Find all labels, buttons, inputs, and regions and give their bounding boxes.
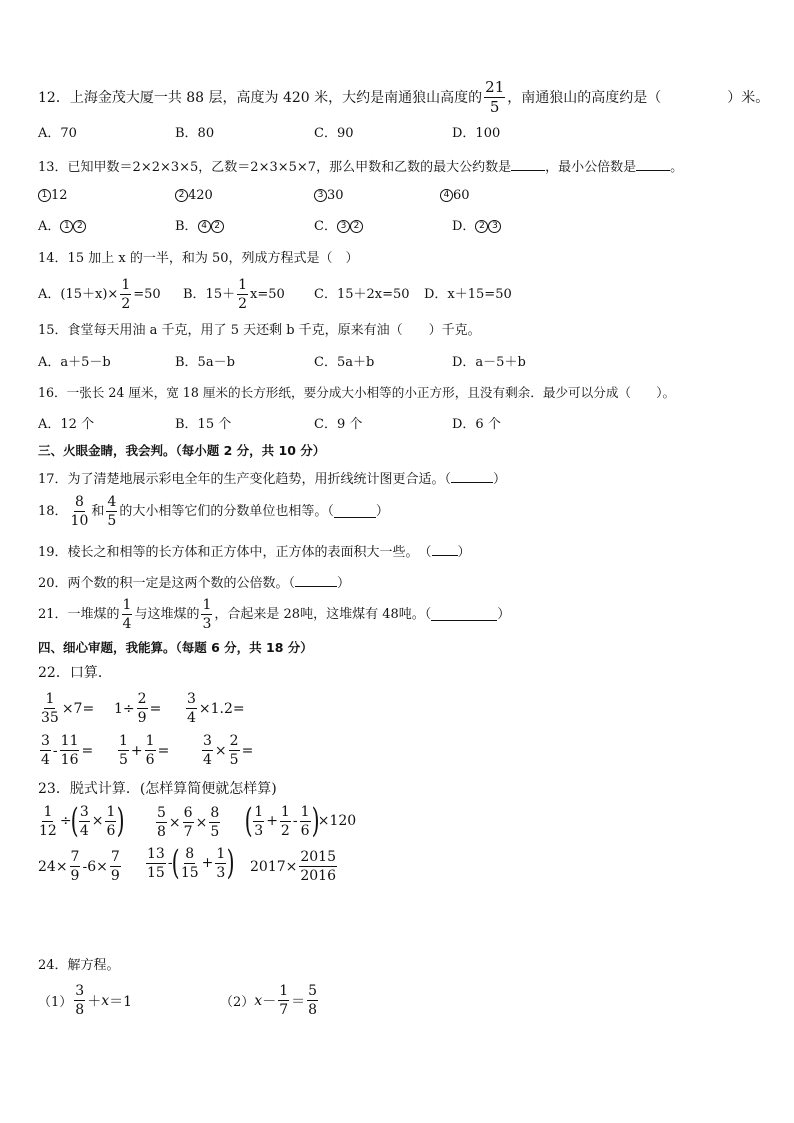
q13-option-c[interactable]: C． 3 2 [314,220,363,233]
q13-blank-lcm[interactable] [636,158,670,171]
q24-title: 24．解方程。 [38,958,120,973]
q23-title: 23．脱式计算．(怎样算简便就怎样算) [38,781,277,797]
q23-expr-1: $\frac{1}{12}$ ÷ ( $\frac{3}{4}$ × $\frac{1}{6}$ ) [39,801,126,841]
q16-stem: 16．一张长 24 厘米，宽 18 厘米的长方形纸，要分成大小相等的小正方形，且没有剩余．最少可以分成（ ）。 [38,385,676,400]
q22-expr-5: $\frac{1}{5}$ + $\frac{1}{6}$ = [119,733,170,768]
q21-answer-blank[interactable] [431,608,497,621]
q17-answer-blank[interactable] [451,470,493,483]
q15-option-d[interactable]: D．a－5＋b [452,355,526,370]
q13-choice-3: 3 30 [314,189,344,202]
q22-expr-3: $\frac{3}{4}$ ×1.2= [187,691,245,726]
q23-expr-4: 24× $\frac{7}{9}$ -6× $\frac{7}{9}$ [38,849,120,884]
q13-option-a[interactable]: A． 1 2 [38,220,86,233]
q23-expr-5: $\frac{13}{15}$ - ( $\frac{8}{15}$ + $\frac{1}{3}$ ) [147,843,235,883]
q22-expr-2: 1÷ $\frac{2}{9}$ = [114,691,162,726]
q22-expr-6: $\frac{3}{4}$ × $\frac{2}{5}$ = [203,733,254,768]
q13-stem: 13．已知甲数＝2×2×3×5，乙数＝2×3×5×7，那么甲数和乙数的最大公约数是 ，最小公倍数是 。 [38,160,684,175]
q13-choice-1: 1 12 [38,189,68,202]
q12-fraction: $\frac{21}{5}$ [485,78,505,116]
q14-stem: 14．15 加上 x 的一半，和为 50，列成方程式是（ ） [38,251,359,266]
q16-option-a[interactable]: A．12 个 [38,417,95,432]
q21-stem: 21．一堆煤的 $\frac{1}{4}$ 与这堆煤的 $\frac{1}{3}$ ，合起来是 28吨，这堆煤有 48吨。（ ） [38,597,511,632]
q13-blank-gcd[interactable] [511,158,545,171]
q18-stem: 18． $\frac{8}{10}$ 和 $\frac{4}{5}$ 的大小相等它们的分数单位也相等。（ ） [38,494,389,529]
q16-option-c[interactable]: C．9 个 [314,417,363,432]
q17-stem: 17．为了清楚地展示彩电全年的生产变化趋势，用折线统计图更合适。（ ） [38,472,507,487]
q15-option-b[interactable]: B．5a－b [175,355,235,370]
q23-expr-3: ( $\frac{1}{3}$ + $\frac{1}{2}$ - $\frac{1}{6}$ ) ×120 [244,801,357,841]
q20-stem: 20．两个数的积一定是这两个数的公倍数。（ ） [38,576,351,591]
q18-answer-blank[interactable] [334,505,376,518]
q12-option-d[interactable]: D．100 [452,126,501,141]
q12-option-c[interactable]: C．90 [314,126,354,141]
q22-title: 22．口算． [38,665,112,681]
q14-option-c[interactable]: C．15＋2x=50 [314,287,410,302]
q19-answer-blank[interactable] [432,543,458,556]
q12-stem: 12．上海金茂大厦一共 88 层，高度为 420 米，大约是南通狼山高度的 $\frac{21}{5}$ ，南通狼山的高度约是（ ）米。 [38,78,770,116]
section-3-heading: 三、火眼金睛，我会判。（每小题 2 分，共 10 分） [38,443,326,458]
q13-option-b[interactable]: B． 4 2 [175,220,224,233]
q13-option-d[interactable]: D． 2 3 [452,220,501,233]
section-4-heading: 四、细心审题，我能算。（每题 6 分，共 18 分） [38,640,313,655]
q14-option-d[interactable]: D．x＋15=50 [424,287,512,302]
q20-answer-blank[interactable] [295,574,337,587]
q14-option-b[interactable]: B．15＋ $\frac{1}{2}$ x=50 [183,277,285,312]
q19-stem: 19．棱长之和相等的长方体和正方体中，正方体的表面积大一些。 （ ） [38,545,471,560]
q12-option-b[interactable]: B．80 [175,126,215,141]
q13-choice-2: 2 420 [175,189,213,202]
q24-problem-2: （2） x － $\frac{1}{7}$ ＝ $\frac{5}{8}$ [220,983,318,1018]
q22-expr-1: $\frac{1}{35}$ ×7= [41,691,95,726]
q13-choice-4: 4 60 [440,189,470,202]
q15-option-c[interactable]: C．5a＋b [314,355,375,370]
q16-option-d[interactable]: D．6 个 [452,417,501,432]
q14-option-a[interactable]: A．(15＋x)× $\frac{1}{2}$ =50 [38,277,161,312]
q16-option-b[interactable]: B．15 个 [175,417,232,432]
q23-expr-2: $\frac{5}{8}$ × $\frac{6}{7}$ × $\frac{8}{5}$ [157,805,220,840]
q15-stem: 15．食堂每天用油 a 千克，用了 5 天还剩 b 千克，原来有油（ ）千克。 [38,323,481,338]
q12-option-a[interactable]: A．70 [38,126,77,141]
q24-problem-1: （1） $\frac{3}{8}$ ＋ x ＝1 [38,983,133,1018]
q22-expr-4: $\frac{3}{4}$ - $\frac{11}{16}$ = [41,733,94,768]
q15-option-a[interactable]: A．a＋5－b [38,355,111,370]
q23-expr-6: 2017× $\frac{2015}{2016}$ [250,849,336,884]
